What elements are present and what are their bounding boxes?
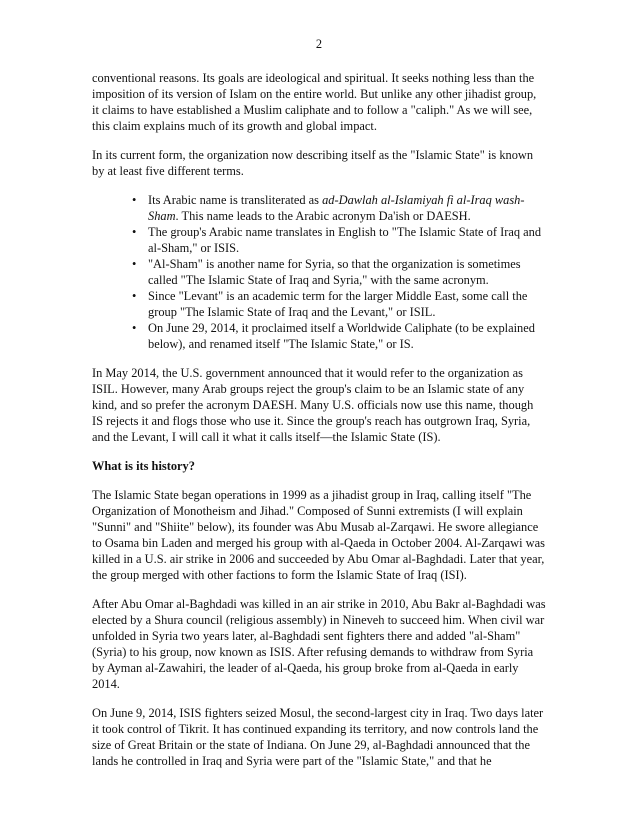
- bullet-icon: •: [132, 289, 137, 303]
- names-bullet-list: [92, 192, 546, 352]
- page-number: 2: [315, 37, 323, 51]
- bullet-icon: •: [132, 225, 137, 239]
- paragraph-goals: conventional reasons. Its goals are ideological and spiritual. It seeks nothing less than the imposition of its version of Islam on the entire world. But unlike any other jihadist group, it claims to have established a Muslim caliphate and to follow a "caliph." As we will see, this claim explains much of its growth and global impact.: [92, 71, 537, 133]
- arabic-name-italic: ad-Dawlah al-Islamiyah fi al-Iraq wash-Sham: [148, 193, 525, 223]
- bullet-icon: •: [132, 257, 137, 271]
- list-item: [132, 320, 546, 352]
- list-item: [132, 224, 546, 256]
- paragraph-terms-intro: In its current form, the organization now describing itself as the "Islamic State" is known by at least five different terms.: [92, 148, 534, 178]
- bullet-text: Its Arabic name is transliterated as: [148, 193, 323, 207]
- section-heading: What is its history?: [92, 459, 195, 473]
- bullet-text: Since "Levant" is an academic term for the larger Middle East, some call the group "The Islamic State of Iraq and the Levant," or ISIL.: [148, 289, 528, 319]
- bullet-icon: •: [132, 321, 137, 335]
- list-item: [132, 288, 546, 320]
- paragraph-history-baghdadi: After Abu Omar al-Baghdadi was killed in an air strike in 2010, Abu Bakr al-Baghdadi was elected by a Shura council (religious assembly) in Nineveh to succeed him. When civil war unfolded in Syria two years later, al-Baghdadi sent fighters there and added "al-Sham" (Syria) to his group, now known as ISIS. After refusing demands to withdraw from Syria by Ayman al-Zawahiri, the leader of al-Qaeda, his group broke from al-Qaeda in early 2014.: [92, 597, 546, 691]
- paragraph-history-origins: The Islamic State began operations in 1999 as a jihadist group in Iraq, calling itself "The Organization of Monotheism and Jihad." Composed of Sunni extremists (I will explain "Sunni" and "Shiite" below), its founder was Abu Musab al-Zarqawi. He swore allegiance to Osama bin Laden and merged his group with al-Qaeda in October 2004. Al-Zarqawi was killed in a U.S. air strike in 2006 and succeeded by Abu Omar al-Baghdadi. Later that year, the group merged with other factions to form the Islamic State of Iraq (ISI).: [92, 488, 545, 582]
- bullet-icon: •: [132, 193, 137, 207]
- paragraph-naming: In May 2014, the U.S. government announced that it would refer to the organization as ISIL. However, many Arab groups reject the group's claim to be an Islamic state of any kind, and so prefer the acronym DAESH. Many U.S. officials now use this name, though IS rejects it and flogs those who use it. Since the group's reach has outgrown Iraq, Syria, and the Levant, I will call it what it calls itself—the Islamic State (IS).: [92, 366, 534, 444]
- list-item: [132, 192, 546, 224]
- bullet-text: On June 29, 2014, it proclaimed itself a Worldwide Caliphate (to be explained below), and renamed itself "The Islamic State," or IS.: [148, 321, 535, 351]
- bullet-text: . This name leads to the Arabic acronym Da'ish or DAESH.: [175, 209, 471, 223]
- bullet-text: The group's Arabic name translates in English to "The Islamic State of Iraq and al-Sham," or ISIS.: [148, 225, 542, 255]
- paragraph-history-mosul: On June 9, 2014, ISIS fighters seized Mosul, the second-largest city in Iraq. Two days later it took control of Tikrit. It has continued expanding its territory, and now controls land the size of Great Britain or the state of Indiana. On June 29, al-Baghdadi announced that the lands he controlled in Iraq and Syria were part of the "Islamic State," and that he: [92, 706, 544, 768]
- bullet-text: "Al-Sham" is another name for Syria, so that the organization is sometimes called "The Islamic State of Iraq and Syria," with the same acronym.: [148, 257, 521, 287]
- list-item: [132, 256, 546, 288]
